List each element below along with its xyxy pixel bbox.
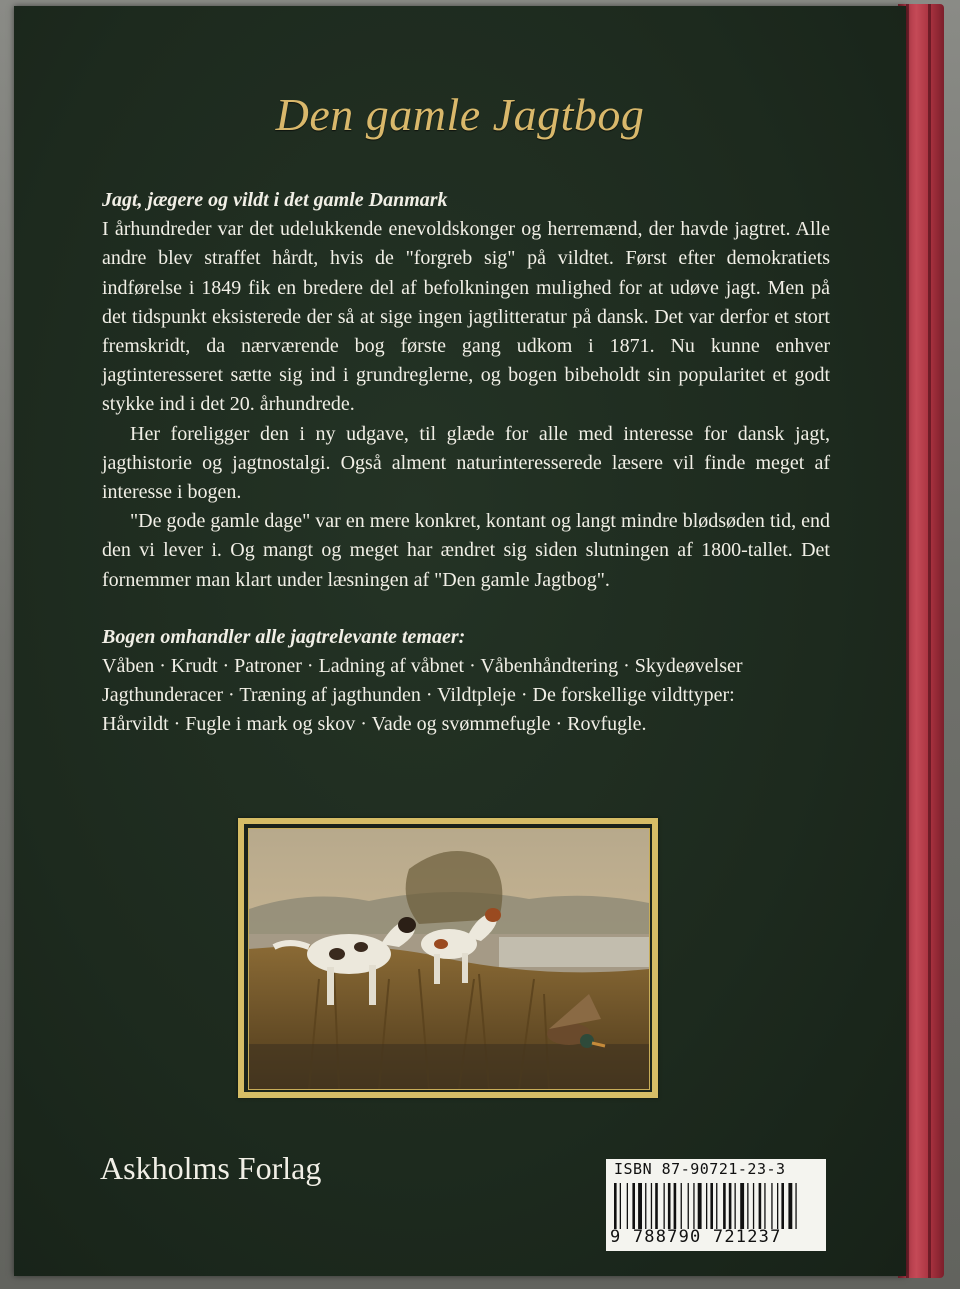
hunting-dogs-painting [248, 828, 650, 1090]
themes-line: Hårvildt · Fugle i mark og skov · Vade og svømmefugle · Rovfugle. [102, 713, 647, 736]
spine-groove [928, 4, 931, 1278]
spine-groove [906, 4, 909, 1278]
blurb [102, 186, 830, 740]
blurb-paragraph: Her foreligger den i ny udgave, til glæde for alle med interesse for dansk jagt, jagthistorie og jagtnostalgi. Også alment naturinteresserede læsere vil finde meget af interesse i bogen. [102, 422, 830, 504]
ean-number: 9 788790 721237 [610, 1227, 782, 1247]
themes-section [102, 623, 830, 740]
blurb-paragraph: I århundreder var det udelukkende enevoldskonger og herremænd, der havde jagtret. Alle andre blev straffet hårdt, hvis de "forgreb sig" på vildtet. Først efter demokratiets indførelse i 1849 fik en bredere del af befolkningen mulighed for at udøve jagt. Men på det tidspunkt eksisterede der så at sige ingen jagtlitteratur på dansk. Det var derfor et stort fremskridt, da nærværende bog første gang udkom i 1871. Nu kunne enhver jagtinteresseret sætte sig ind i grundreglerne, og bogen bibeholdt sin popularitet et godt stykke ind i det 20. århundrede. [102, 218, 830, 416]
isbn-barcode [606, 1159, 826, 1251]
blurb-heading: Jagt, jægere og vildt i det gamle Danmark [102, 189, 448, 211]
painting-frame [238, 818, 658, 1098]
themes-line: Våben · Krudt · Patroner · Ladning af våbnet · Våbenhåndtering · Skydeøvelser [102, 655, 743, 678]
blurb-paragraph: "De gode gamle dage" var en mere konkret, kontant og langt mindre blødsøden tid, end den vi lever i. Og mangt og meget har ændret sig siden slutningen af 1800-tallet. Det fornemmer man klart under læsningen af "Den gamle Jagtbog". [102, 510, 830, 591]
publisher-name: Askholms Forlag [100, 1150, 322, 1186]
book-title: Den gamle Jagtbog [275, 89, 645, 140]
themes-line: Jagthunderacer · Træning af jagthunden · Vildtpleje · De forskellige vildttyper: [102, 684, 735, 707]
barcode-bars [614, 1183, 818, 1229]
book-back-cover [14, 6, 906, 1276]
painting-image [249, 829, 649, 1089]
isbn-text: ISBN 87-90721-23-3 [614, 1160, 786, 1178]
themes-heading: Bogen omhandler alle jagtrelevante temaer: [102, 625, 466, 648]
painting-mat [244, 824, 652, 1092]
